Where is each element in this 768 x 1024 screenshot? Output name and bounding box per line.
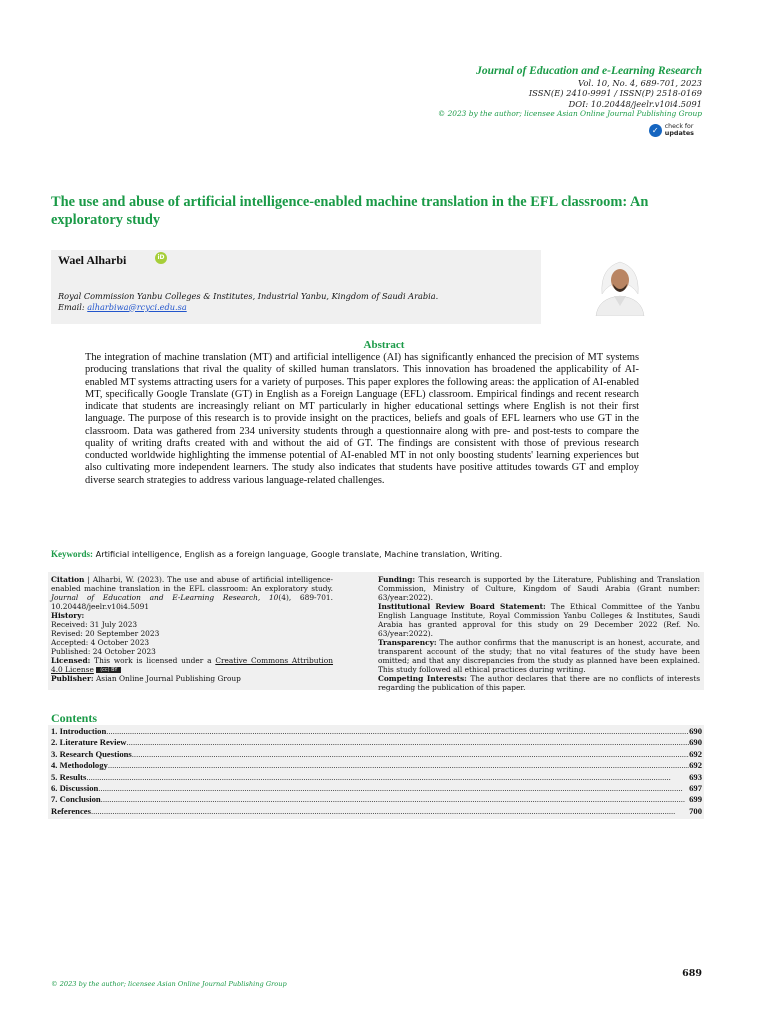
- check-for-updates-badge[interactable]: [649, 124, 694, 137]
- toc-item[interactable]: 6. Discussion ..... 697: [48, 783, 704, 794]
- toc-item[interactable]: 2. Literature Review ..... 690: [48, 737, 704, 748]
- keywords-label: Keywords:: [51, 549, 93, 559]
- history-label: History:: [51, 611, 85, 621]
- toc-item[interactable]: 4. Methodology ..... 692: [48, 760, 704, 771]
- check-updates-icon: ✓: [649, 124, 662, 137]
- transparency-label: Transparency:: [378, 638, 437, 648]
- history-published: Published: 24 October 2023: [51, 647, 156, 657]
- citation-text-a: | Alharbi, W. (2023). The use and abuse of artificial intelligence-enabled machine translation in the EFL classroom: An exploratory study.: [51, 575, 333, 594]
- funding-label: Funding:: [378, 575, 416, 584]
- orcid-icon[interactable]: iD: [155, 252, 167, 264]
- check-updates-label: check for updates: [664, 123, 694, 138]
- toc-item[interactable]: 5. Results ..... 693: [48, 772, 704, 783]
- licensed-text: This work is licensed under a: [94, 656, 212, 666]
- history-accepted: Accepted: 4 October 2023: [51, 638, 150, 648]
- journal-title[interactable]: Journal of Education and e-Learning Research: [476, 65, 702, 77]
- email-link[interactable]: alharbiwa@rcyci.edu.sa: [87, 301, 187, 312]
- article-title: The use and abuse of artificial intelligence-enabled machine translation in the EFL classroom: An exploratory study: [51, 194, 649, 228]
- citation-text-b[interactable]: (4), 689-701. 10.20448/jeelr.v10i4.5091: [51, 593, 333, 612]
- journal-issn: ISSN(E) 2410-9991 / ISSN(P) 2518-0169: [528, 88, 702, 99]
- author-photo: [588, 254, 652, 316]
- licensed-label: Licensed:: [51, 656, 91, 666]
- contents-heading: Contents: [51, 711, 98, 725]
- abstract-text: The integration of machine translation (MT) and artificial intelligence (AI) has significantly enhanced the precision of MT systems producing translations that rival the quality of skilled human translators. This innovation has broadened the applicability of AI-enabled MT systems attracting users for a variety of purposes. This paper explores the following areas: the application of AI-enabled MT, specifically Google Translate (GT) in English as a Foreign Language (EFL) classroom. Empirical findings and recent research indicate that students are increasingly reliant on MT particularly in higher educational settings where English is not their first language. The purpose of this research is to provide insight on the practices, beliefs and goals of EFL learners who use GT in the classroom. Data was gathered from 234 university students through a questionnaire along with pre- and post-tests to compare the quality of writing drafts created with and without the aid of GT. The findings are consistent with those of previous research conducted worldwide highlighting the immense potential of AI-enabled MT in not only boosting students' learning experiences but also cultivating more independent learners. The study also indicates that students have positive attitudes towards GT and employ diverse search strategies to address various language-related challenges.: [85, 352, 639, 486]
- funding-text: This research is supported by the Literature, Publishing and Translation Commission, Ministry of Culture, Kingdom of Saudi Arabia (Grant number: 63/year:2022).: [378, 575, 700, 603]
- irb-text: The Ethical Committee of the Yanbu English Language Institute, Royal Commission Yanbu Colleges & Institutes, Saudi Arabia has granted approval for this study on 29 December 2022 (Ref. No. 63/year:2022).: [378, 602, 700, 639]
- email-label: Email:: [58, 301, 85, 312]
- citation-label: Citation: [51, 575, 85, 584]
- journal-header: [438, 64, 702, 118]
- history-received: Received: 31 July 2023: [51, 620, 138, 630]
- journal-volume: Vol. 10, No. 4, 689-701, 2023: [578, 78, 702, 89]
- citation-journal: Journal of Education and E-Learning Research, 10: [51, 593, 279, 603]
- toc-item[interactable]: 1. Introduction ..... 690: [48, 726, 704, 737]
- funding-column: [378, 575, 700, 692]
- transparency-text: The author confirms that the manuscript is an honest, accurate, and transparent account of the study; that no vital features of the study have been omitted; and that any discrepancies from the study as planned have been explained. This study followed all ethical practices during writing.: [378, 638, 700, 675]
- cc-by-badge[interactable]: (cc) BY: [96, 667, 121, 673]
- toc-item[interactable]: References ..... 700: [48, 806, 704, 817]
- page-number: 689: [682, 968, 702, 979]
- publisher-label: Publisher:: [51, 674, 94, 684]
- affiliation-text: Royal Commission Yanbu Colleges & Institutes, Industrial Yanbu, Kingdom of Saudi Arabia.: [58, 291, 439, 301]
- journal-doi[interactable]: DOI: 10.20448/jeelr.v10i4.5091: [568, 98, 702, 109]
- journal-copyright: © 2023 by the author; licensee Asian Online Journal Publishing Group: [437, 108, 702, 118]
- footer-copyright: © 2023 by the author; licensee Asian Online Journal Publishing Group: [51, 980, 287, 988]
- abstract-heading: Abstract: [363, 339, 405, 351]
- author-name: Wael Alharbi: [58, 253, 127, 267]
- author-affiliation: [58, 291, 438, 312]
- license-link[interactable]: Creative Commons Attribution 4.0 License: [51, 656, 334, 675]
- irb-label: Institutional Review Board Statement:: [378, 602, 546, 612]
- keywords-text: Artificial intelligence, English as a foreign language, Google translate, Machine translation, Writing.: [95, 549, 503, 559]
- toc-item[interactable]: 7. Conclusion ..... 699: [48, 794, 704, 805]
- citation-column: [51, 575, 333, 683]
- competing-text: The author declares that there are no conflicts of interests regarding the publication of this paper.: [378, 674, 700, 693]
- competing-label: Competing Interests:: [378, 674, 467, 684]
- table-of-contents: [48, 725, 704, 819]
- history-revised: Revised: 20 September 2023: [51, 629, 160, 639]
- toc-item[interactable]: 3. Research Questions ..... 692: [48, 749, 704, 760]
- keywords: [51, 549, 502, 559]
- publisher-name: Asian Online Journal Publishing Group: [95, 674, 241, 684]
